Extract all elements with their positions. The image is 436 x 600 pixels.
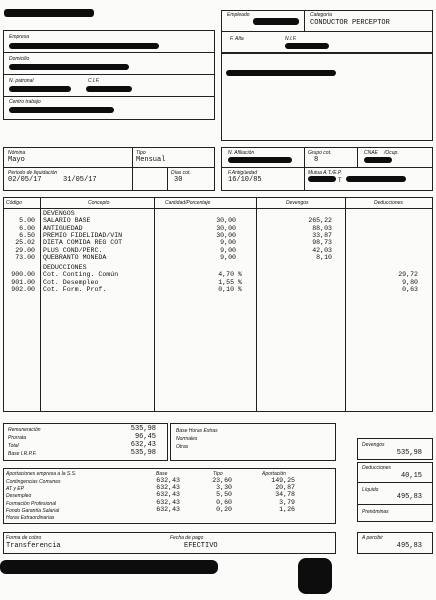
table-row-amount: 42,03 [312, 246, 332, 254]
prenominas-label: Prenóminas [362, 509, 389, 515]
deducciones-total-value: 40,15 [400, 472, 422, 480]
aportaciones-base-label: Base [156, 471, 168, 477]
aport-row-base: 632,43 [156, 484, 180, 492]
table-row-amount: 265,22 [308, 217, 332, 225]
redaction-address [226, 70, 336, 76]
table-row-code: 73.00 [15, 253, 35, 261]
dias-cot-label: Días cot. [171, 170, 191, 176]
table-row-concept: DIETA COMIDA REG COT [43, 239, 123, 247]
periodo-to: 31/05/17 [63, 176, 97, 184]
payroll-period-box [3, 147, 215, 191]
table-row-code: 900.00 [11, 271, 35, 279]
redaction-domicilio [9, 64, 129, 70]
aport-row-tipo: 3,30 [216, 484, 232, 492]
aport-row-tipo: 5,50 [216, 491, 232, 499]
mutua-label: Mutua A.T./E.P. [308, 170, 343, 176]
aport-row-name: Contingencias Comunes [6, 479, 61, 485]
table-row-qty: 9,00 [220, 239, 236, 247]
redaction-bottom-signature [298, 558, 332, 594]
empresa-label: Empresa [9, 34, 30, 40]
falta-label: F. Alta [230, 36, 244, 42]
aport-row-name: AT y EP [6, 486, 24, 493]
redaction-cif [86, 86, 132, 92]
cif-label: C.I.F. [88, 78, 100, 84]
redaction-nif [285, 43, 329, 49]
fecha-pago-label: Fecha de pago [170, 535, 204, 541]
devengos-title: DEVENGOS [43, 210, 75, 217]
table-row-qty: 30,00 [216, 231, 236, 239]
antiguedad-label: F.Antigüedad [228, 170, 258, 176]
redaction-npatronal [9, 86, 71, 92]
cnae-label: CNAE [364, 150, 378, 156]
deducciones-title: DEDUCCIONES [43, 264, 87, 272]
recipient-address-box [221, 53, 433, 141]
nomina-label: Nómina [8, 150, 26, 156]
empleado-label: Empleado [227, 12, 250, 18]
table-row-qty: 9,00 [220, 246, 236, 254]
table-row-concept: Cot. Desempleo [43, 278, 99, 286]
table-row-code: 25.02 [15, 239, 35, 247]
aport-row-aport: 149,25 [271, 477, 295, 484]
aport-row-tipo: 23,60 [212, 477, 232, 484]
tipo-label: Tipo [136, 150, 146, 156]
table-row-qty: 9,00 [220, 253, 236, 261]
table-row-qty: 30,00 [216, 217, 236, 225]
categoria-value: CONDUCTOR PERCEPTOR [310, 19, 390, 27]
table-row-code: 29.00 [15, 246, 35, 254]
table-row-code: 902.00 [11, 286, 35, 293]
table-row-amount: 9,80 [402, 278, 418, 286]
percibir-label: A percibir [362, 535, 383, 541]
table-row-amount: 88,03 [312, 224, 332, 232]
ocup-label: /Ocup. [384, 150, 399, 156]
col-codigo: Código [6, 200, 22, 206]
prorrata-value: 96,45 [134, 433, 156, 441]
normales-label: Normales [176, 436, 198, 442]
nomina-value: Mayo [8, 156, 25, 164]
aport-row-base: 632,43 [156, 491, 180, 499]
table-row-code: 6.00 [19, 224, 35, 232]
deducciones-total-label: Deducciones [362, 465, 391, 471]
redaction-empresa [9, 43, 159, 49]
aportaciones-aport-label: Aportación [262, 471, 286, 477]
table-row-amount: 29,72 [398, 271, 418, 279]
horas-extras-label: Base Horas Extras [176, 428, 218, 434]
devengos-total-value: 535,98 [396, 449, 422, 457]
liquido-value: 495,83 [396, 493, 422, 501]
nif-label: N.I.F. [285, 36, 297, 42]
tipo-value: Mensual [136, 156, 166, 164]
table-row-qty: 1,55 % [218, 278, 242, 286]
fecha-pago-value: EFECTIVO [184, 542, 218, 550]
devengos-total-label: Devengos [362, 442, 385, 448]
base-irpf-label: Base I.R.P.F. [8, 451, 37, 457]
table-row-amount: 98,73 [312, 239, 332, 247]
aport-row-base: 632,43 [156, 498, 180, 506]
aport-row-name: Formación Profesional [6, 500, 57, 507]
col-concepto: Concepto [88, 200, 110, 206]
redaction-empleado [253, 18, 299, 25]
redaction-mutua [308, 176, 336, 182]
aport-row-aport: 1,26 [279, 505, 295, 513]
table-row-concept: SALARIO BASE [43, 217, 91, 225]
table-row-code: 5.00 [19, 217, 35, 225]
total-label: Total [8, 443, 19, 449]
liquido-label: Líquido [362, 487, 379, 493]
table-row-amount: 0,63 [402, 286, 418, 293]
table-row-concept: PREMIO FIDELIDAD/VIN [43, 231, 123, 239]
centro-trabajo-label: Centro trabajo [9, 99, 41, 105]
otras-label: Otras [176, 444, 189, 450]
col-cantidad: Cantidad/Porcentaje [165, 200, 211, 206]
aport-row-aport: 3,79 [279, 498, 295, 506]
remuneracion-label: Remuneración [8, 427, 41, 433]
col-devengos: Devengos [286, 200, 309, 206]
total-value: 632,43 [130, 441, 156, 449]
table-row-amount: 33,87 [312, 231, 332, 239]
aportaciones-title: Aportaciones empresa a la S.S. [6, 471, 77, 477]
dias-cot-value: 30 [174, 176, 183, 184]
prorrata-label: Prorrata [8, 435, 27, 441]
redaction-cnae [364, 157, 392, 163]
categoria-label: Categoría [310, 12, 332, 18]
aport-row-name: Horas Extraordinarias [6, 515, 55, 521]
forma-cobro-label: Forma de cobro [6, 535, 42, 541]
domicilio-label: Domicilio [9, 56, 30, 62]
table-row-code: 901.00 [11, 278, 35, 286]
remuneracion-value: 535,98 [130, 425, 156, 433]
afiliacion-label: N. Afiliación [228, 150, 255, 156]
aport-row-base: 632,43 [156, 477, 180, 484]
periodo-label: Periodo de liquidación [8, 170, 58, 176]
table-row-concept: Cot. Form. Prof. [43, 286, 107, 293]
redaction-top-name [4, 9, 94, 17]
npatronal-label: N. patronal [9, 78, 34, 84]
table-row-qty: 4,70 % [218, 271, 242, 279]
table-row-concept: Cot. Conting. Común [43, 271, 119, 279]
redaction-mutua-2 [346, 176, 406, 182]
aport-row-tipo: 0,20 [216, 505, 232, 513]
aport-row-base: 632,43 [156, 505, 180, 513]
percibir-value: 495,83 [396, 542, 422, 550]
mutua-value: T [338, 177, 342, 184]
table-row-concept: PLUS COND/PERC. [43, 246, 103, 254]
redaction-bottom-left [0, 560, 218, 574]
redaction-centro [9, 107, 114, 113]
table-row-qty: 30,00 [216, 224, 236, 232]
table-row-qty: 0,10 % [218, 286, 242, 293]
table-row-concept: QUEBRANTO MONEDA [43, 253, 107, 261]
aport-row-name: Fondo Garantía Salarial [6, 507, 60, 514]
col-deducciones: Deducciones [374, 200, 403, 206]
base-irpf-value: 535,98 [130, 449, 156, 457]
aport-row-tipo: 0,60 [216, 498, 232, 506]
aport-row-aport: 20,87 [275, 484, 295, 492]
antiguedad-value: 16/10/85 [228, 176, 262, 184]
table-row-amount: 8,10 [316, 253, 332, 261]
alta-nif-box [221, 31, 433, 53]
grupo-cot-value: 8 [314, 156, 319, 164]
table-row-concept: ANTIGUEDAD [43, 224, 83, 232]
forma-cobro-value: Transferencia [6, 542, 61, 550]
aportaciones-tipo-label: Tipo [213, 471, 223, 477]
aport-row-name: Desempleo [6, 493, 32, 500]
table-row-code: 6.50 [19, 231, 35, 239]
periodo-from: 02/05/17 [8, 176, 42, 184]
aport-row-aport: 34,78 [275, 491, 295, 499]
redaction-afiliacion [228, 157, 292, 163]
grupo-cot-label: Grupo cot. [308, 150, 332, 156]
